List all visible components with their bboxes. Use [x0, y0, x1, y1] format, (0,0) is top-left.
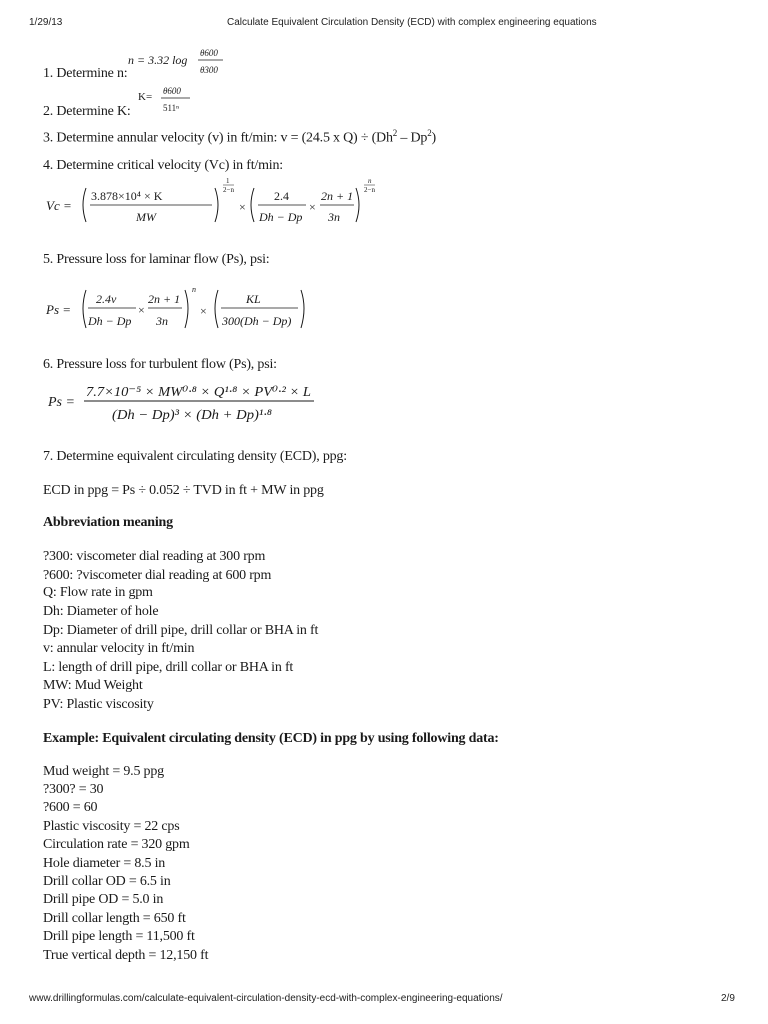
example-item: ?600 = 60 — [43, 800, 98, 815]
step-3-dp-exponent: 2 — [427, 128, 432, 138]
equation-ps-turbulent — [46, 378, 326, 426]
svg-text:×: × — [138, 303, 145, 317]
eq-vc-t1-den: MW — [136, 210, 156, 224]
step-3-mid: – Dp — [397, 130, 428, 146]
eq-pst-num: 7.7×10⁻⁵ × MW⁰·⁸ × Q¹·⁸ × PV⁰·² × L — [86, 385, 312, 400]
eq-n-num: θ600 — [200, 48, 218, 58]
eq-vc-times-2: × — [309, 200, 316, 214]
eq-vc-t2b-den: 3n — [328, 210, 340, 224]
example-item: Drill collar length = 650 ft — [43, 911, 186, 926]
footer-url[interactable]: www.drillingformulas.com/calculate-equivalent-circulation-density-ecd-with-complex-engineering-equations/ — [29, 993, 503, 1004]
example-item: Drill pipe OD = 5.0 in — [43, 892, 164, 907]
step-2-label: 2. Determine K: — [43, 104, 131, 119]
eq-psl-lhs: Ps = — [46, 302, 72, 317]
eq-vc-t2-exp-num: n — [368, 177, 372, 185]
example-item: True vertical depth = 12,150 ft — [43, 948, 209, 963]
abbreviation-item: MW: Mud Weight — [43, 678, 143, 693]
eq-vc-t1-exp-den: 2−n — [223, 186, 234, 194]
step-3-end: ) — [431, 130, 436, 146]
equation-ps-laminar — [44, 282, 314, 334]
eq-vc-t2a-num: 2.4 — [274, 189, 289, 203]
eq-psl-exp: n — [192, 285, 196, 294]
header-date: 1/29/13 — [29, 17, 63, 28]
step-3-dh-exponent: 2 — [392, 128, 398, 138]
example-item: Mud weight = 9.5 ppg — [43, 764, 164, 779]
eq-psl-a-den: Dh − Dp — [88, 314, 132, 328]
eq-vc-times: × — [239, 200, 246, 214]
eq-psl-c-num: KL — [246, 292, 261, 306]
eq-vc-t2a-den: Dh − Dp — [259, 210, 303, 224]
eq-psl-b-num: 2n + 1 — [148, 292, 181, 306]
step-3-annular-velocity — [43, 125, 436, 147]
abbreviation-item: ?300: viscometer dial reading at 300 rpm — [43, 549, 266, 564]
ecd-formula: ECD in ppg = Ps ÷ 0.052 ÷ TVD in ft + MW in ppg — [43, 483, 324, 498]
footer-page-number: 2/9 — [721, 993, 735, 1004]
equation-vc — [44, 176, 354, 234]
eq-psl-a-num: 2.4v — [96, 292, 117, 306]
example-item: Drill collar OD = 6.5 in — [43, 874, 171, 889]
eq-psl-b-den: 3n — [156, 314, 168, 328]
equation-n — [128, 42, 228, 80]
example-item: ?300? = 30 — [43, 782, 104, 797]
abbreviation-item: Dh: Diameter of hole — [43, 604, 159, 619]
eq-n-lhs: n = 3.32 log — [128, 53, 188, 67]
eq-pst-den: (Dh − Dp)³ × (Dh + Dp)¹·⁸ — [112, 408, 273, 423]
header-title: Calculate Equivalent Circulation Density (ECD) with complex engineering equations — [227, 17, 597, 28]
eq-vc-t1-exp-num: 1 — [226, 177, 230, 185]
eq-vc-lhs: Vc = — [46, 198, 72, 213]
eq-k-num: θ600 — [163, 86, 181, 96]
eq-pst-lhs: Ps = — [48, 395, 75, 410]
eq-vc-t1-num: 3.878×10⁴ × K — [91, 189, 163, 203]
example-item: Plastic viscosity = 22 cps — [43, 819, 180, 834]
eq-k-den: 511ⁿ — [163, 103, 180, 113]
abbreviation-item: L: length of drill pipe, drill collar or BHA in ft — [43, 660, 294, 675]
eq-vc-t2-exp-den: 2−n — [364, 186, 375, 194]
step-1-label: 1. Determine n: — [43, 66, 128, 81]
eq-vc-t2b-num: 2n + 1 — [321, 189, 354, 203]
abbreviation-item: PV: Plastic viscosity — [43, 697, 154, 712]
example-item: Circulation rate = 320 gpm — [43, 837, 190, 852]
step-5-label: 5. Pressure loss for laminar flow (Ps), psi: — [43, 252, 270, 267]
example-item: Hole diameter = 8.5 in — [43, 856, 166, 871]
example-item: Drill pipe length = 11,500 ft — [43, 929, 195, 944]
abbreviation-item: ?600: ?viscometer dial reading at 600 rpm — [43, 568, 272, 583]
example-heading: Example: Equivalent circulating density (ECD) in ppg by using following data: — [43, 731, 499, 746]
step-4-label: 4. Determine critical velocity (Vc) in ft/min: — [43, 158, 283, 173]
step-7-label: 7. Determine equivalent circulating density (ECD), ppg: — [43, 449, 347, 464]
eq-k-lhs: K= — [138, 91, 153, 103]
abbreviation-heading: Abbreviation meaning — [43, 515, 173, 530]
step-6-label: 6. Pressure loss for turbulent flow (Ps), psi: — [43, 357, 277, 372]
step-3-text: 3. Determine annular velocity (v) in ft/min: v = (24.5 x Q) ÷ (Dh — [43, 130, 393, 146]
eq-n-den: θ300 — [200, 65, 218, 75]
svg-text:×: × — [200, 304, 207, 318]
abbreviation-item: Dp: Diameter of drill pipe, drill collar or BHA in ft — [43, 623, 319, 638]
abbreviation-item: Q: Flow rate in gpm — [43, 585, 153, 600]
eq-psl-c-den: 300(Dh − Dp) — [222, 314, 292, 328]
equation-vc-right-paren — [354, 176, 384, 206]
abbreviation-item: v: annular velocity in ft/min — [43, 641, 195, 656]
equation-k — [138, 82, 198, 118]
